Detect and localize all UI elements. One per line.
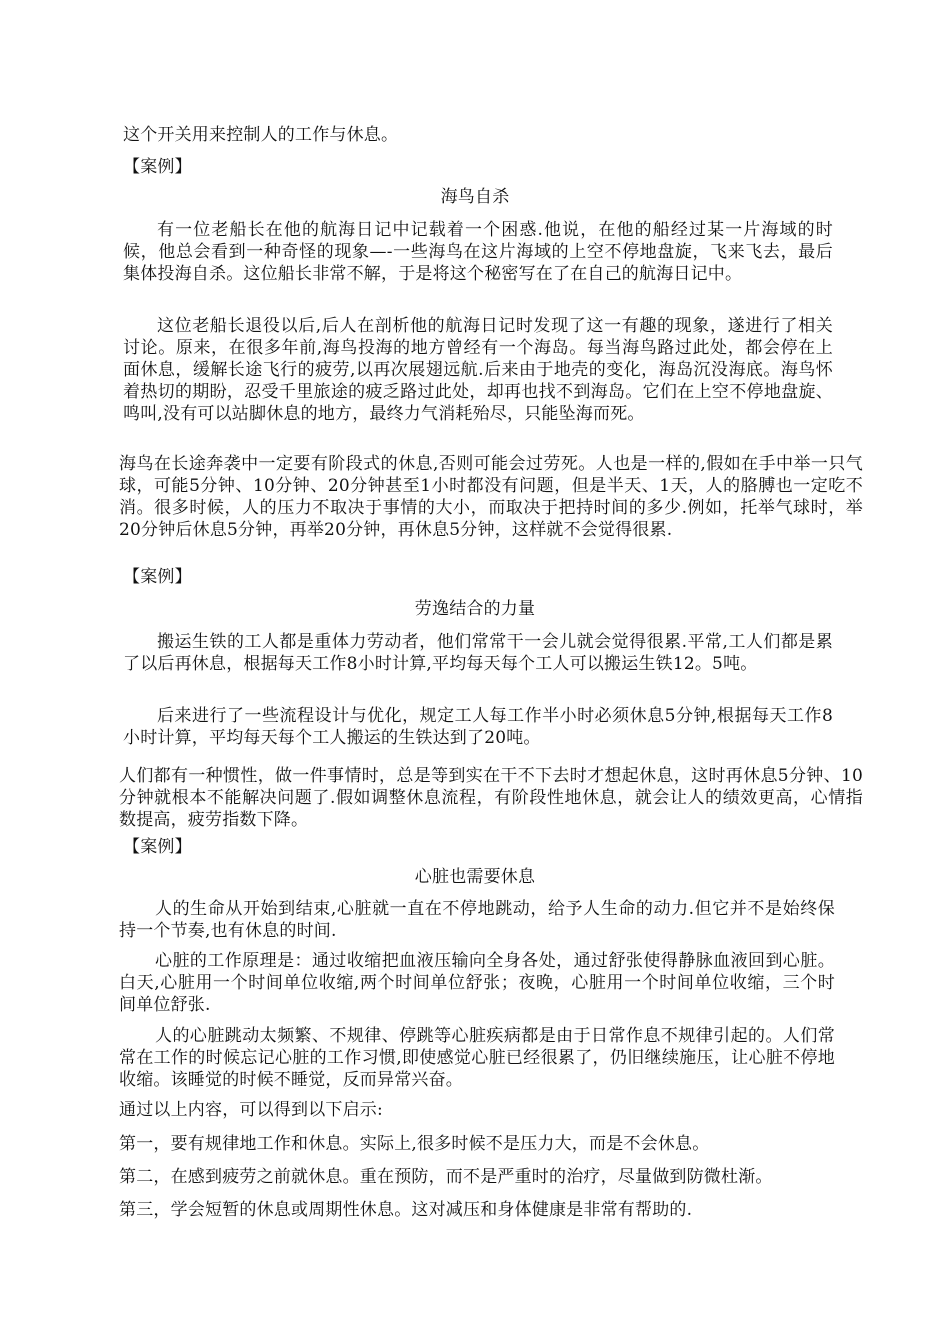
case-title: 海鸟自杀 bbox=[440, 187, 510, 207]
case-label: 【案例】 bbox=[123, 837, 192, 857]
conclusion-point: 第一，要有规律地工作和休息。实际上,很多时候不是压力大，而是不会休息。 bbox=[119, 1134, 710, 1154]
case-paragraph: 搬运生铁的工人都是重体力劳动者，他们常常干一会儿就会觉得很累.平常,工人们都是累了以后再休息，根据每天工作8小时计算,平均每天每个工人可以搬运生铁12。5吨。 bbox=[123, 632, 833, 674]
intro-line: 这个开关用来控制人的工作与休息。 bbox=[123, 125, 399, 145]
case-label: 【案例】 bbox=[123, 157, 192, 177]
case-paragraph: 有一位老船长在他的航海日记中记载着一个困惑.他说，在他的船经过某一片海域的时候，他总会看到一种奇怪的现象—-一些海鸟在这片海域的上空不停地盘旋，飞来飞去，最后集体投海自杀。这位船长非常不解，于是将这个秘密写在了在自己的航海日记中。 bbox=[123, 220, 833, 284]
case-title: 劳逸结合的力量 bbox=[414, 599, 536, 619]
case-paragraph: 人的生命从开始到结束,心脏就一直在不停地跳动，给予人生命的动力.但它并不是始终保持一个节奏,也有休息的时间. bbox=[119, 899, 835, 941]
case-commentary: 海鸟在长途奔袭中一定要有阶段式的休息,否则可能会过劳死。人也是一样的,假如在手中举一只气球，可能5分钟、10分钟、20分钟甚至1小时都没有问题，但是半天、1天，人的胳膊也一定吃不消。很多时候，人的压力不取决于事情的大小，而取决于把持时间的多少.例如，托举气球时，举20分钟后休息5分钟，再举20分钟，再休息5分钟，这样就不会觉得很累. bbox=[119, 454, 863, 540]
case-paragraph: 后来进行了一些流程设计与优化，规定工人每工作半小时必须休息5分钟,根据每天工作8小时计算，平均每天每个工人搬运的生铁达到了20吨。 bbox=[123, 706, 833, 748]
conclusion-intro: 通过以上内容，可以得到以下启示: bbox=[119, 1100, 383, 1120]
conclusion-point: 第二，在感到疲劳之前就休息。重在预防，而不是严重时的治疗，尽量做到防微杜渐。 bbox=[119, 1167, 773, 1187]
case-paragraph: 人的心脏跳动太频繁、不规律、停跳等心脏疾病都是由于日常作息不规律引起的。人们常常在工作的时候忘记心脏的工作习惯,即使感觉心脏已经很累了，仍旧继续施压，让心脏不停地收缩。该睡觉的时候不睡觉，反而异常兴奋。 bbox=[119, 1026, 835, 1090]
case-paragraph: 这位老船长退役以后,后人在剖析他的航海日记时发现了这一有趣的现象，遂进行了相关讨论。原来，在很多年前,海鸟投海的地方曾经有一个海岛。每当海鸟路过此处，都会停在上面休息，缓解长途飞行的疲劳,以再次展翅远航.后来由于地壳的变化，海岛沉没海底。海鸟怀着热切的期盼，忍受千里旅途的疲乏路过此处，却再也找不到海岛。它们在上空不停地盘旋、鸣叫,没有可以站脚休息的地方，最终力气消耗殆尽，只能坠海而死。 bbox=[123, 316, 833, 424]
conclusion-point: 第三，学会短暂的休息或周期性休息。这对减压和身体健康是非常有帮助的. bbox=[119, 1200, 693, 1220]
case-label: 【案例】 bbox=[123, 567, 192, 587]
case-paragraph: 心脏的工作原理是：通过收缩把血液压输向全身各处，通过舒张使得静脉血液回到心脏。白天,心脏用一个时间单位收缩,两个时间单位舒张；夜晚，心脏用一个时间单位收缩，三个时间单位舒张. bbox=[119, 951, 835, 1015]
case-commentary: 人们都有一种惯性，做一件事情时，总是等到实在干不下去时才想起休息，这时再休息5分钟、10分钟就根本不能解决问题了.假如调整休息流程，有阶段性地休息，就会让人的绩效更高，心情指数提高，疲劳指数下降。 bbox=[119, 766, 863, 830]
case-title: 心脏也需要休息 bbox=[414, 867, 536, 887]
